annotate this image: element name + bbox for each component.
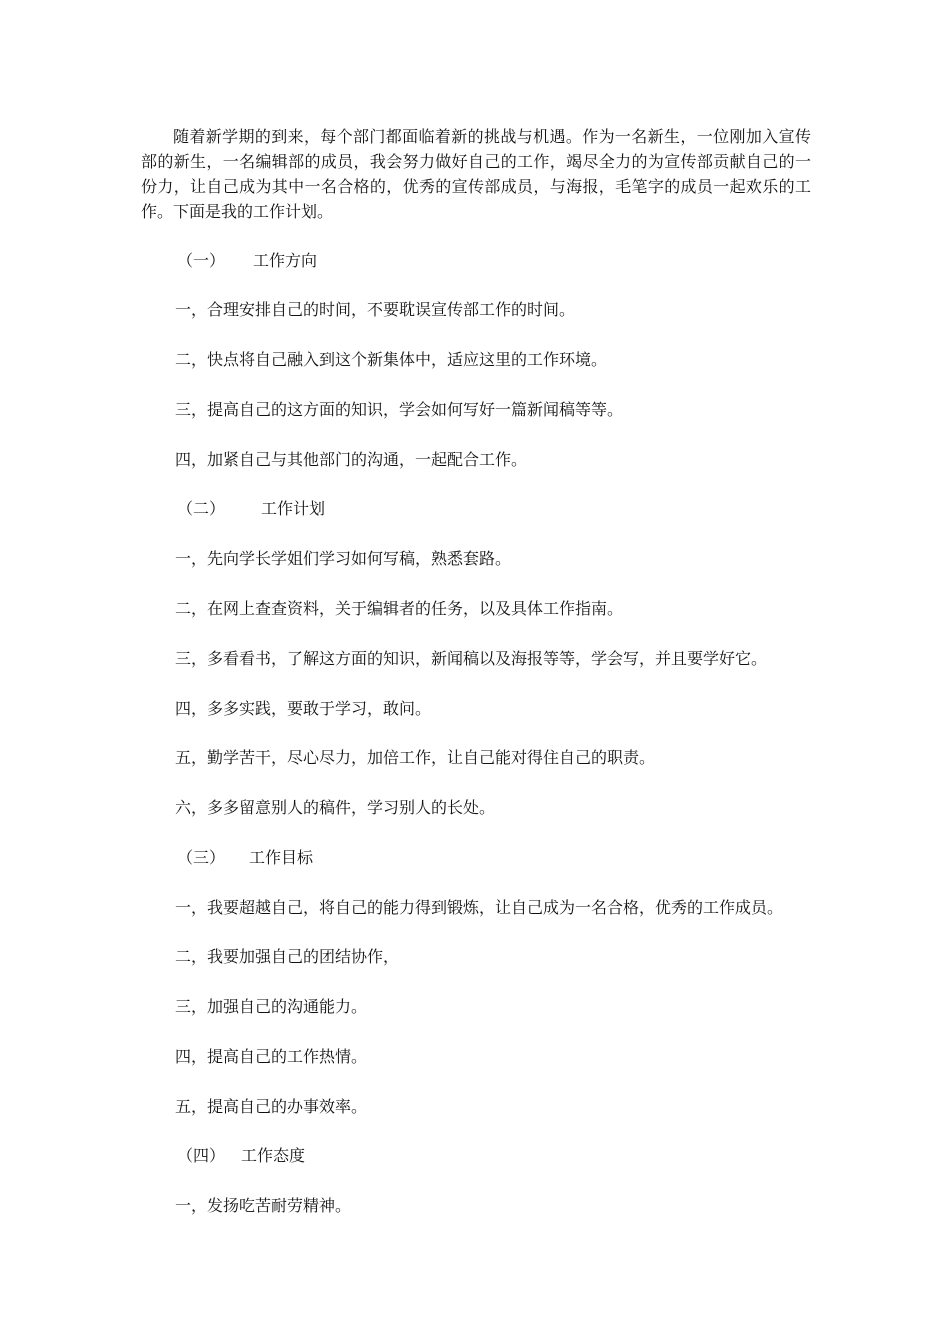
section-heading-2 (177, 499, 325, 519)
list-item: 五，勤学苦干，尽心尽力，加倍工作，让自己能对得住自己的职责。 (175, 748, 656, 767)
list-item: 四，加紧自己与其他部门的沟通，一起配合工作。 (175, 450, 528, 469)
list-item: 三，加强自己的沟通能力。 (175, 997, 368, 1016)
section-number: （三） (177, 848, 226, 867)
list-item: 四，提高自己的工作热情。 (175, 1047, 368, 1066)
section-heading-4 (177, 1146, 305, 1166)
section-heading-1 (177, 251, 317, 271)
section-title: 工作计划 (261, 499, 326, 518)
section-number: （二） (177, 499, 226, 518)
list-item: 二，快点将自己融入到这个新集体中，适应这里的工作环境。 (175, 350, 608, 369)
list-item: 三，提高自己的这方面的知识，学会如何写好一篇新闻稿等等。 (175, 400, 624, 419)
section-title: 工作态度 (241, 1146, 306, 1165)
section-number: （一） (177, 251, 226, 270)
list-item: 四，多多实践，要敢于学习，敢问。 (175, 699, 432, 718)
list-item: 二，我要加强自己的团结协作， (175, 947, 400, 966)
list-item: 一，发扬吃苦耐劳精神。 (175, 1196, 352, 1215)
list-item: 一，合理安排自己的时间，不要耽误宣传部工作的时间。 (175, 300, 576, 319)
section-title: 工作目标 (249, 848, 314, 867)
section-number: （四） (177, 1146, 226, 1165)
intro-paragraph: 随着新学期的到来，每个部门都面临着新的挑战与机遇。作为一名新生，一位刚加入宣传部的新生，一名编辑部的成员，我会努力做好自己的工作，竭尽全力的为宣传部贡献自己的一份力，让自己成为其中一名合格的，优秀的宣传部成员，与海报，毛笔字的成员一起欢乐的工作。下面是我的工作计划。 (141, 127, 811, 221)
list-item: 五，提高自己的办事效率。 (175, 1097, 368, 1116)
list-item: 六，多多留意别人的稿件，学习别人的长处。 (175, 798, 496, 817)
list-item: 一，先向学长学姐们学习如何写稿，熟悉套路。 (175, 549, 512, 568)
list-item: 一，我要超越自己，将自己的能力得到锻炼，让自己成为一名合格，优秀的工作成员。 (175, 898, 784, 917)
list-item: 二，在网上查查资料，关于编辑者的任务，以及具体工作指南。 (175, 599, 624, 618)
section-heading-3 (177, 848, 313, 868)
list-item: 三，多看看书，了解这方面的知识，新闻稿以及海报等等，学会写，并且要学好它。 (175, 649, 768, 668)
section-title: 工作方向 (253, 251, 318, 270)
